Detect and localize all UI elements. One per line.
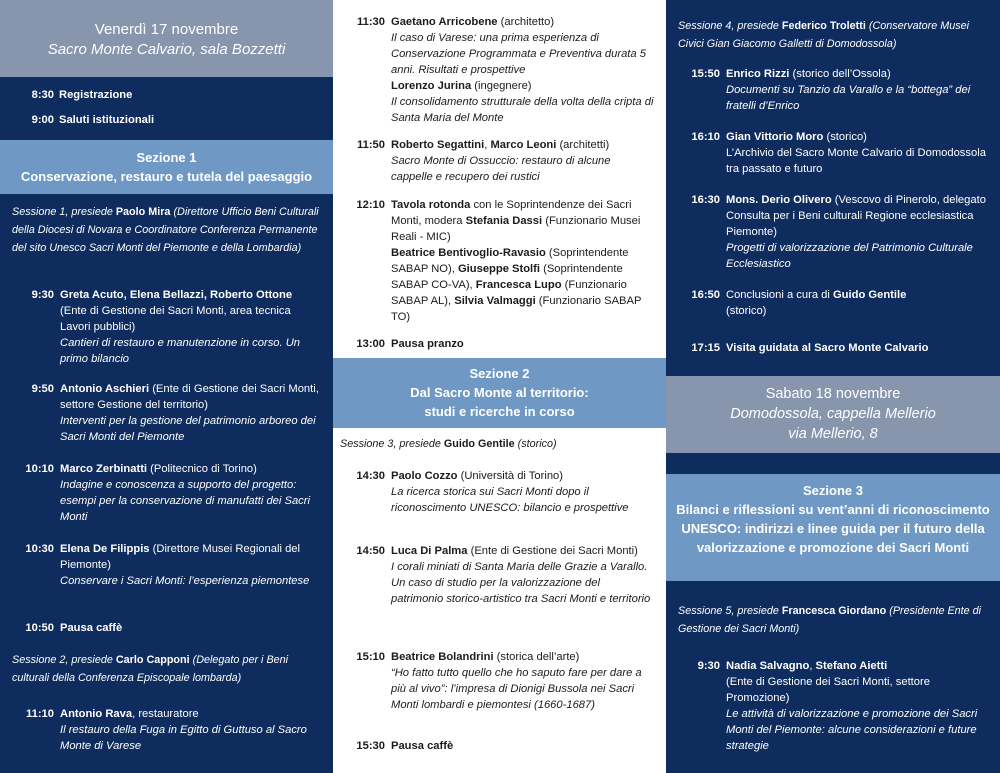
session-chair: Guido Gentile bbox=[443, 438, 515, 450]
talk-speaker: Enrico Rizzi bbox=[726, 68, 790, 80]
panelist: Silvia Valmaggi bbox=[454, 295, 536, 307]
talk-speaker: Luca Di Palma bbox=[391, 545, 468, 557]
panelist: Giuseppe Stolfi bbox=[457, 263, 541, 275]
talk-time: 9:30 bbox=[31, 289, 54, 301]
talk-speaker: Gian Vittorio Moro bbox=[726, 131, 824, 143]
talk-speaker: Elena De Filippis bbox=[60, 543, 150, 555]
talk-title: Interventi per la gestione del patrimonio arboreo dei Sacri Monti del Piemonte bbox=[60, 415, 316, 443]
round-table-desc: con le Soprintendenze dei Sacri Monti, modera bbox=[391, 199, 632, 227]
day2-address: via Mellerio, 8 bbox=[788, 426, 878, 442]
panelist-role: (Funzionario SABAP TO) bbox=[391, 295, 642, 323]
talk-affiliation: (storico dell’Ossola) bbox=[789, 68, 891, 80]
day2-date: Sabato 18 novembre bbox=[765, 386, 901, 402]
item-time: 9:00 bbox=[31, 114, 54, 126]
talk-affiliation: (Ente di Gestione dei Sacri Monti, settore Gestione del territorio) bbox=[60, 383, 319, 411]
talk-speaker: Gaetano Arricobene bbox=[391, 16, 498, 28]
session4-note bbox=[678, 17, 990, 53]
talk-affiliation: , restauratore bbox=[132, 708, 199, 720]
talk-title: La ricerca storica sui Sacri Monti dopo il riconoscimento UNESCO: bilancio e prospettive bbox=[391, 486, 629, 514]
talk-0930 bbox=[24, 287, 324, 367]
talk-speaker: Paolo Cozzo bbox=[391, 470, 458, 482]
talk-content bbox=[54, 706, 324, 754]
talk-affiliation: (Ente di Gestione dei Sacri Monti) bbox=[467, 545, 638, 557]
talk-time: 11:30 bbox=[357, 16, 385, 28]
talk-title: Indagine e conoscenza a supporto del progetto: esempi per la conservazione di manufatti dei Sacri Monti bbox=[60, 479, 310, 523]
session-chair-role: (Conservatore Musei Civici Gian Giacomo Galletti di Domodossola) bbox=[678, 20, 970, 50]
talk-time: 9:50 bbox=[31, 383, 54, 395]
item-title: Visita guidata al Sacro Monte Calvario bbox=[726, 342, 929, 354]
talk-speaker: Antonio Rava bbox=[60, 708, 133, 720]
panelist: Francesca Lupo bbox=[475, 279, 562, 291]
talk-title: Cantieri di restauro e manutenzione in corso. Un primo bilancio bbox=[60, 337, 301, 365]
schedule-item-visita bbox=[684, 340, 990, 356]
talk-1630 bbox=[684, 192, 990, 272]
section2-title-line2: studi e ricerche in corso bbox=[424, 404, 575, 419]
day1-header bbox=[0, 0, 333, 77]
column-middle bbox=[333, 0, 666, 773]
talk-content bbox=[54, 461, 324, 525]
item-title: Pausa pranzo bbox=[391, 338, 464, 350]
round-table-title: Tavola rotonda bbox=[391, 199, 471, 211]
schedule-item-pausa-caffe-1 bbox=[18, 620, 324, 636]
panelist-role: (Funzionario SABAP AL), bbox=[391, 279, 627, 307]
session-chair-role: (Delegato per i Beni culturali della Conferenza Episcopale lombarda) bbox=[12, 654, 289, 684]
column-left bbox=[0, 0, 333, 773]
talk-speaker: Nadia Salvagno bbox=[726, 660, 810, 672]
talk-speaker: Greta Acuto, Elena Bellazzi, Roberto Ottone bbox=[60, 289, 293, 301]
moderator: Stefania Dassi bbox=[465, 215, 543, 227]
closing-content bbox=[720, 287, 990, 319]
speaker-separator: , bbox=[484, 139, 491, 151]
talk-content bbox=[54, 541, 324, 589]
talk-affiliation: (Politecnico di Torino) bbox=[147, 463, 257, 475]
talk-title: L’Archivio del Sacro Monte Calvario di Domodossola tra passato e futuro bbox=[726, 147, 986, 175]
talk-time: 12:10 bbox=[356, 199, 385, 211]
talk-title: Le attività di valorizzazione e promozione dei Sacri Monti del Piemonte: alcune considerazioni e future strategie bbox=[726, 708, 978, 752]
talk-time: 11:10 bbox=[26, 708, 54, 720]
section1-title: Conservazione, restauro e tutela del paesaggio bbox=[20, 169, 313, 184]
talk-affiliation: (Vescovo di Pinerolo, delegato Consulta per i Beni culturali Regione ecclesiastica Piemonte) bbox=[726, 194, 986, 238]
section1-label: Sezione 1 bbox=[136, 150, 197, 165]
talk-time: 11:50 bbox=[357, 139, 385, 151]
panelist-role: (Soprintendente SABAP NO), bbox=[391, 247, 629, 275]
section3-header bbox=[666, 474, 1000, 581]
talk-title: I corali miniati di Santa Maria delle Grazie a Varallo. Un caso di studio per la valorizzazione del patrimonio storico-artistico tra Sacri Monti e territorio bbox=[391, 561, 651, 605]
item-title: Pausa caffè bbox=[60, 622, 123, 634]
talk-1430 bbox=[349, 468, 655, 516]
talk-content bbox=[385, 137, 655, 185]
item-time: 8:30 bbox=[31, 89, 54, 101]
talk-title: “Ho fatto tutto quello che ho saputo fare per dare a più al vivo”: l’impresa di Dionigi Bussola nei Sacri Monti lombardi e piemontesi (1660-1687) bbox=[391, 667, 642, 711]
schedule-item-pausa-pranzo bbox=[349, 336, 655, 352]
section2-label: Sezione 2 bbox=[469, 366, 530, 381]
talk-time: 10:10 bbox=[25, 463, 54, 475]
talk-title: Progetti di valorizzazione del Patrimonio Culturale Ecclesiastico bbox=[726, 242, 973, 270]
talk-1030 bbox=[18, 541, 324, 589]
item-time: 17:15 bbox=[691, 342, 720, 354]
talk-title: Documenti su Tanzio da Varallo e la “bottega” dei fratelli d’Enrico bbox=[726, 84, 971, 112]
closing-prefix: Conclusioni a cura di bbox=[726, 289, 833, 301]
session3-note bbox=[340, 435, 658, 453]
talk-1450 bbox=[349, 543, 655, 607]
session-prefix: Sessione 1, presiede bbox=[12, 206, 116, 218]
talk-time: 16:30 bbox=[691, 194, 720, 206]
day2-header bbox=[666, 376, 1000, 453]
talk-affiliation: (Ente di Gestione dei Sacri Monti, settore Promozione) bbox=[726, 676, 930, 704]
session-chair: Francesca Giordano bbox=[781, 605, 887, 617]
talk-speaker: Roberto Segattini bbox=[391, 139, 485, 151]
session-prefix: Sessione 3, presiede bbox=[340, 438, 444, 450]
talk-content bbox=[720, 658, 990, 754]
item-time: 13:00 bbox=[356, 338, 385, 350]
session-chair: Federico Troletti bbox=[781, 20, 866, 32]
talk-speaker: Stefano Aietti bbox=[815, 660, 888, 672]
round-table-content bbox=[385, 197, 655, 325]
talk-1510 bbox=[349, 649, 655, 713]
day1-date: Venerdì 17 novembre bbox=[94, 21, 239, 38]
item-time: 15:30 bbox=[356, 740, 385, 752]
session-prefix: Sessione 2, presiede bbox=[12, 654, 116, 666]
round-table-1210 bbox=[349, 197, 655, 325]
session-prefix: Sessione 5, presiede bbox=[678, 605, 782, 617]
talk-content bbox=[720, 192, 990, 272]
talk-0930-day2 bbox=[684, 658, 990, 754]
talk-time: 9:30 bbox=[697, 660, 720, 672]
talk-time: 10:30 bbox=[25, 543, 54, 555]
session-prefix: Sessione 4, presiede bbox=[678, 20, 782, 32]
talk-time: 16:10 bbox=[691, 131, 720, 143]
talk-speaker: Antonio Aschieri bbox=[60, 383, 150, 395]
section1-header bbox=[0, 140, 333, 194]
talk-0950 bbox=[24, 381, 324, 445]
item-title: Saluti istituzionali bbox=[59, 114, 155, 126]
talk-speaker: Marco Leoni bbox=[490, 139, 557, 151]
talk-title: Sacro Monte di Ossuccio: restauro di alcune cappelle e recupero dei rustici bbox=[391, 155, 611, 183]
schedule-item-registrazione bbox=[24, 87, 324, 103]
section3-title: Bilanci e riflessioni su vent’anni di riconoscimento UNESCO: indirizzi e linee guida per il futuro della valorizzazione e promozione dei Sacri Monti bbox=[676, 502, 990, 555]
talk-content bbox=[385, 649, 655, 713]
talk-time: 15:10 bbox=[356, 651, 385, 663]
panelist-role: (Soprintendente SABAP CO-VA), bbox=[391, 263, 623, 291]
talk-speaker-2: Lorenzo Jurina bbox=[391, 80, 472, 92]
day1-venue: Sacro Monte Calvario, sala Bozzetti bbox=[47, 41, 286, 58]
talk-time: 15:50 bbox=[691, 68, 720, 80]
section3-label: Sezione 3 bbox=[803, 483, 863, 498]
talk-affiliation: (Ente di Gestione dei Sacri Monti, area tecnica Lavori pubblici) bbox=[60, 305, 291, 333]
session-chair-role: (Direttore Ufficio Beni Culturali della Diocesi di Novara e Coordinatore Conferenza Permanente del sito Unesco Sacri Monti del Piemonte e della Lombardia) bbox=[12, 206, 319, 254]
talk-content bbox=[385, 14, 655, 126]
panelist: Beatrice Bentivoglio-Ravasio bbox=[391, 247, 546, 259]
section2-header bbox=[333, 358, 666, 428]
talk-content bbox=[385, 468, 655, 516]
moderator-role: (Funzionario Musei Reali - MIC) bbox=[391, 215, 641, 243]
schedule-item-pausa-caffe-2 bbox=[349, 738, 655, 754]
talk-content bbox=[54, 381, 324, 445]
column-right bbox=[666, 0, 1000, 773]
talk-content bbox=[385, 543, 655, 607]
session1-note bbox=[12, 203, 324, 257]
session-chair: Carlo Capponi bbox=[115, 654, 190, 666]
item-time: 10:50 bbox=[25, 622, 54, 634]
talk-affiliation: (architetti) bbox=[556, 139, 610, 151]
talk-speaker: Mons. Derio Olivero bbox=[726, 194, 832, 206]
talk-affiliation-2: (ingegnere) bbox=[471, 80, 532, 92]
item-time: 16:50 bbox=[691, 289, 720, 301]
talk-title: Conservare i Sacri Monti: l’esperienza piemontese bbox=[60, 575, 310, 587]
speaker-separator: , bbox=[809, 660, 816, 672]
talk-title-2: Il consolidamento strutturale della volta della cripta di Santa Maria del Monte bbox=[391, 96, 654, 124]
talk-affiliation: (Direttore Musei Regionali del Piemonte) bbox=[60, 543, 301, 571]
session5-note bbox=[678, 602, 990, 638]
session-chair-role: (storico) bbox=[514, 438, 557, 450]
closing-1650 bbox=[684, 287, 990, 319]
item-title: Registrazione bbox=[59, 89, 133, 101]
day2-venue: Domodossola, cappella Mellerio bbox=[730, 406, 936, 422]
talk-1150 bbox=[349, 137, 655, 185]
talk-speaker: Marco Zerbinatti bbox=[60, 463, 148, 475]
talk-affiliation: (storica dell’arte) bbox=[493, 651, 580, 663]
talk-affiliation: (architetto) bbox=[497, 16, 555, 28]
talk-time: 14:30 bbox=[356, 470, 385, 482]
schedule-item-saluti bbox=[24, 112, 324, 128]
talk-time: 14:50 bbox=[356, 545, 385, 557]
session-chair-role: (Presidente Ente di Gestione dei Sacri Monti) bbox=[678, 605, 982, 635]
talk-content bbox=[54, 287, 324, 367]
talk-affiliation: (storico) bbox=[823, 131, 867, 143]
talk-1110 bbox=[18, 706, 324, 754]
session-chair: Paolo Mira bbox=[115, 206, 171, 218]
talk-1130 bbox=[349, 14, 655, 126]
talk-affiliation: (storico) bbox=[726, 305, 767, 317]
talk-1610 bbox=[684, 129, 990, 177]
section2-title-line1: Dal Sacro Monte al territorio: bbox=[410, 385, 589, 400]
talk-1010 bbox=[18, 461, 324, 525]
talk-1550 bbox=[684, 66, 990, 114]
session2-note bbox=[12, 651, 324, 687]
talk-affiliation: (Università di Torino) bbox=[457, 470, 564, 482]
talk-content bbox=[720, 129, 990, 177]
talk-speaker: Guido Gentile bbox=[832, 289, 907, 301]
talk-title: Il restauro della Fuga in Egitto di Guttuso al Sacro Monte di Varese bbox=[60, 724, 307, 752]
talk-speaker: Beatrice Bolandrini bbox=[391, 651, 494, 663]
talk-content bbox=[720, 66, 990, 114]
item-title: Pausa caffè bbox=[391, 740, 454, 752]
talk-title: Il caso di Varese: una prima esperienza di Conservazione Programmata e Preventiva durata 5 anni. Risultati e prospettive bbox=[391, 32, 646, 76]
